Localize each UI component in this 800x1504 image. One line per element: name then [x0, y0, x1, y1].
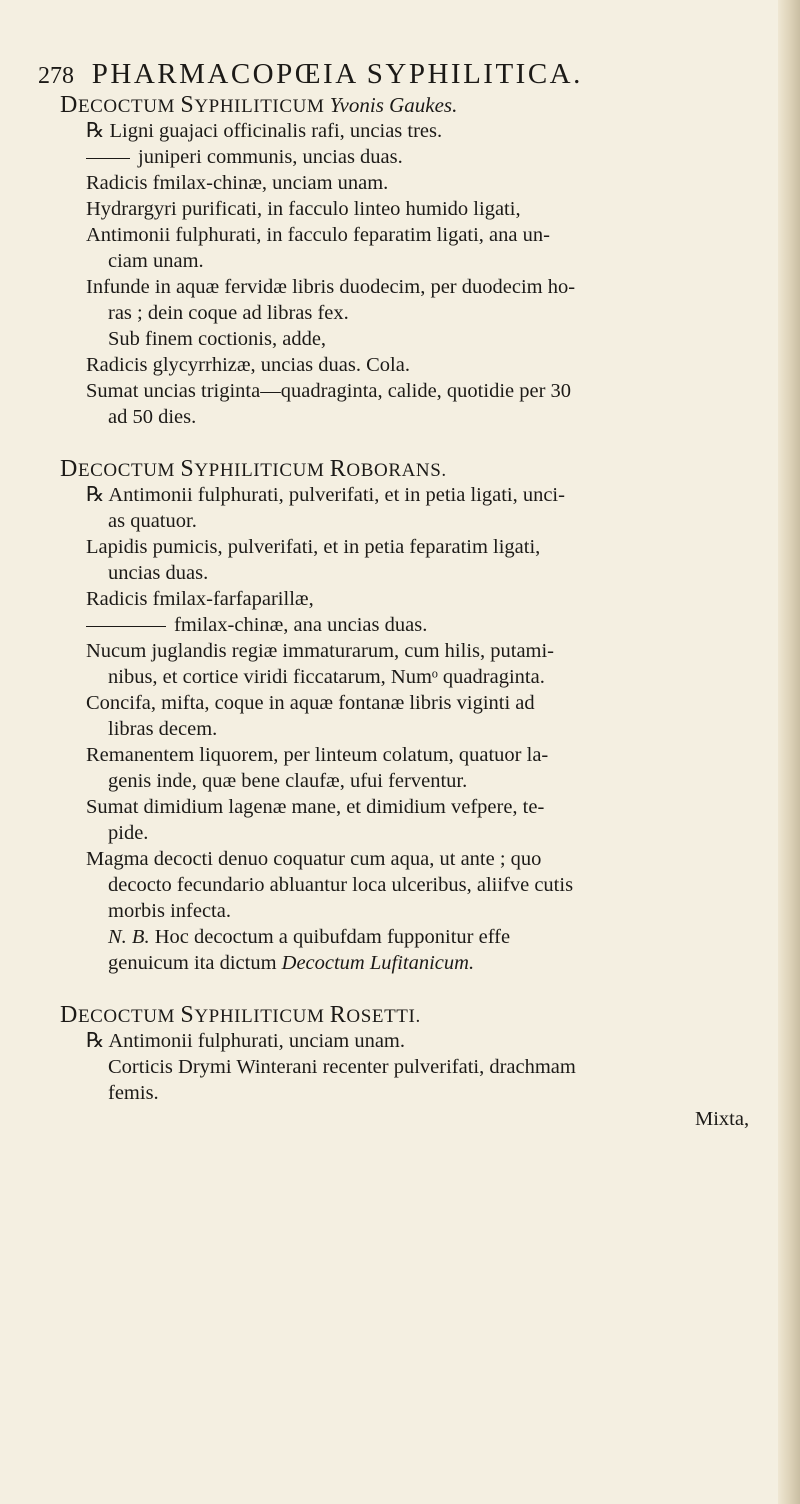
recipe-line: Sub finem coctionis, adde,	[108, 328, 327, 350]
recipe-line: Radicis fmilax-chinæ, unciam unam.	[86, 172, 389, 194]
recipe-line: Radicis fmilax-farfaparillæ,	[86, 588, 314, 610]
recipe-line: fmilax-chinæ, ana uncias duas.	[86, 612, 427, 638]
running-header	[38, 58, 758, 91]
recipe-line: Sumat uncias triginta—quadraginta, calide, quotidie per 30	[86, 380, 572, 402]
recipe-line: uncias duas.	[108, 562, 209, 584]
recipe-line: Remanentem liquorem, per linteum colatum, quatuor la-	[86, 744, 549, 766]
recipe-line: juniperi communis, uncias duas.	[86, 144, 403, 170]
recipe-line: morbis infecta.	[108, 900, 231, 922]
section-heading: DECOCTUM SYPHILITICUM Yvonis Gaukes.	[60, 92, 458, 118]
recipe-line: libras decem.	[108, 718, 218, 740]
recipe-line: Hydrargyri purificati, in facculo linteo humido ligati,	[86, 198, 521, 220]
recipe-line: Nucum juglandis regiæ immaturarum, cum hilis, putami-	[86, 640, 555, 662]
catchword: Mixta,	[695, 1108, 750, 1130]
page-number: 278	[38, 63, 74, 89]
nota-bene-line: genuicum ita dictum Decoctum Lufitanicum.	[108, 952, 475, 974]
recipe-line: as quatuor.	[108, 510, 197, 532]
recipe-line: Magma decocti denuo coquatur cum aqua, ut ante ; quo	[86, 848, 542, 870]
recipe-line: Concifa, mifta, coque in aquæ fontanæ libris viginti ad	[86, 692, 535, 714]
recipe-line: ciam unam.	[108, 250, 204, 272]
recipe-line: Corticis Drymi Winterani recenter pulverifati, drachmam	[108, 1056, 576, 1078]
recipe-line: ℞ Ligni guajaci officinalis rafi, uncias tres.	[86, 120, 443, 142]
recipe-line: nibus, et cortice viridi ficcatarum, Numᵒ quadraginta.	[108, 666, 545, 688]
section-heading: DECOCTUM SYPHILITICUM ROBORANS.	[60, 456, 447, 482]
recipe-line: Radicis glycyrrhizæ, uncias duas. Cola.	[86, 354, 410, 376]
recipe-line: genis inde, quæ bene claufæ, ufui ferventur.	[108, 770, 468, 792]
page-edge	[778, 0, 800, 1504]
recipe-line: ras ; dein coque ad libras fex.	[108, 302, 349, 324]
section-heading: DECOCTUM SYPHILITICUM ROSETTI.	[60, 1002, 421, 1028]
recipe-line: Sumat dimidium lagenæ mane, et dimidium vefpere, te-	[86, 796, 545, 818]
recipe-line: femis.	[108, 1082, 159, 1104]
recipe-line: ad 50 dies.	[108, 406, 197, 428]
recipe-line: pide.	[108, 822, 149, 844]
running-title: PHARMACOPŒIA SYPHILITICA.	[91, 58, 583, 90]
recipe-line: decocto fecundario abluantur loca ulceribus, aliifve cutis	[108, 874, 574, 896]
recipe-line: Antimonii fulphurati, in facculo feparatim ligati, ana un-	[86, 224, 550, 246]
recipe-line: ℞ Antimonii fulphurati, unciam unam.	[86, 1030, 406, 1052]
nota-bene-line: N. B. Hoc decoctum a quibufdam fupponitur effe	[108, 926, 511, 948]
recipe-line: ℞ Antimonii fulphurati, pulverifati, et in petia ligati, unci-	[86, 484, 565, 506]
recipe-line: Lapidis pumicis, pulverifati, et in petia feparatim ligati,	[86, 536, 541, 558]
recipe-line: Infunde in aquæ fervidæ libris duodecim, per duodecim ho-	[86, 276, 576, 298]
